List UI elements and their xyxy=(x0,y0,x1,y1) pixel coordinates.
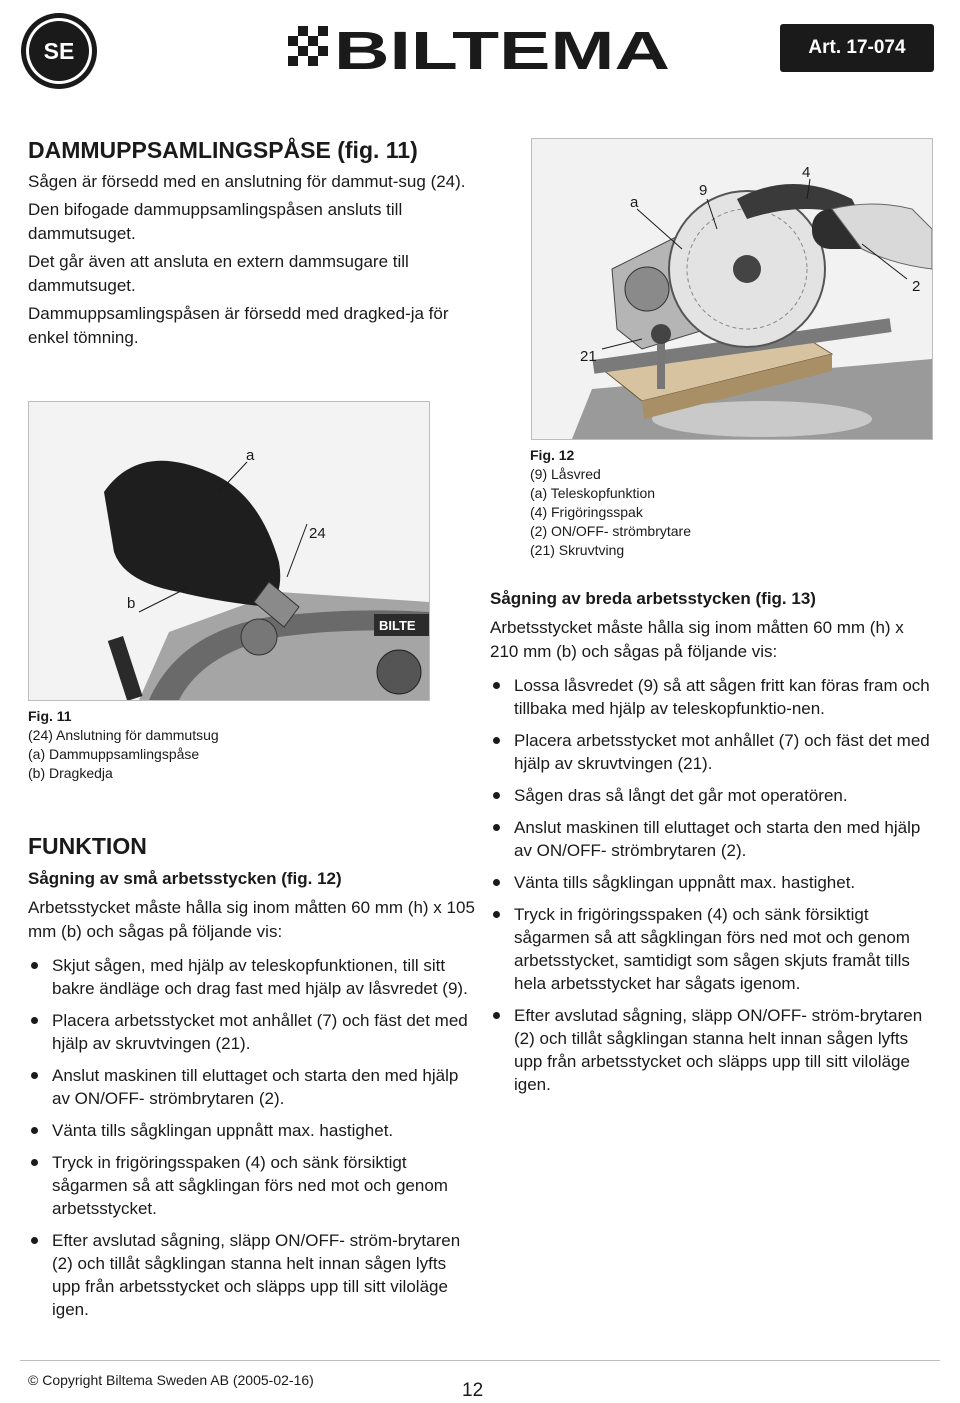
svg-text:BILTE: BILTE xyxy=(379,618,416,633)
fig12-caption xyxy=(530,446,930,560)
caption-title: Fig. 12 xyxy=(530,447,575,463)
intro-paragraph: Arbetsstycket måste hålla sig inom måtten 60 mm (h) x 105 mm (b) och sågas på följande vis: xyxy=(28,898,475,941)
callout-a: a xyxy=(246,447,255,464)
list-item: Efter avslutad sågning, släpp ON/OFF- ström-brytaren (2) och tillåt sågklingan stanna helt innan sågen lyfts upp från arbetsstycket och släpps upp till sitt viloläge igen. xyxy=(28,1229,476,1321)
fig11-caption xyxy=(28,707,428,783)
language-badge: SE xyxy=(26,18,92,84)
list-item: Tryck in frigöringsspaken (4) och sänk försiktigt sågarmen så att sågklingan förs ned mot och genom arbetsstycket. xyxy=(28,1151,476,1220)
dust-bag-section xyxy=(28,136,483,354)
list-item: Placera arbetsstycket mot anhållet (7) och fäst det med hjälp av skruvtvingen (21). xyxy=(490,729,935,775)
caption-line: (9) Låsvred xyxy=(530,466,601,482)
callout-2: 2 xyxy=(912,278,921,295)
list-item: Tryck in frigöringsspaken (4) och sänk försiktigt sågarmen så att sågklingan förs ned mot och genom arbetsstycket, samtidigt som sågen skjuts framåt tills hela arbetsstycket har sågats igenom. xyxy=(490,903,935,995)
fig11-photo xyxy=(28,401,430,701)
caption-line: (2) ON/OFF- strömbrytare xyxy=(530,523,692,539)
paragraph: Dammuppsamlingspåsen är försedd med dragked-ja för enkel tömning. xyxy=(28,304,449,347)
function-section-small xyxy=(28,832,476,1330)
list-item: Vänta tills sågklingan uppnått max. hastighet. xyxy=(490,871,935,894)
fig12-photo xyxy=(531,138,933,440)
page-number: 12 xyxy=(462,1380,484,1401)
callout-4: 4 xyxy=(802,164,811,181)
biltema-logo xyxy=(288,22,672,76)
list-item: Vänta tills sågklingan uppnått max. hastighet. xyxy=(28,1119,476,1142)
step-list xyxy=(28,954,476,1321)
dust-bag-text xyxy=(28,170,483,350)
section-title: DAMMUPPSAMLINGSPÅSE (fig. 11) xyxy=(28,137,418,163)
subsection-title: Sågning av små arbetsstycken (fig. 12) xyxy=(28,869,342,888)
caption-line: (4) Frigöringsspak xyxy=(530,504,643,520)
function-section-wide xyxy=(490,588,935,1105)
caption-line: (b) Dragkedja xyxy=(28,765,113,781)
caption-line: (a) Teleskopfunktion xyxy=(530,485,656,501)
callout-a: a xyxy=(630,194,639,211)
callout-24: 24 xyxy=(309,525,326,542)
list-item: Anslut maskinen till eluttaget och starta den med hjälp av ON/OFF- strömbrytaren (2). xyxy=(490,816,935,862)
paragraph: Det går även att ansluta en extern dammsugare till dammutsuget. xyxy=(28,252,409,295)
caption-line: (a) Dammuppsamlingspåse xyxy=(28,746,200,762)
subsection-title: Sågning av breda arbetsstycken (fig. 13) xyxy=(490,589,816,608)
list-item: Placera arbetsstycket mot anhållet (7) och fäst det med hjälp av skruvtvingen (21). xyxy=(28,1009,476,1055)
checker-pattern xyxy=(288,26,328,66)
step-list xyxy=(490,674,935,1096)
list-item: Efter avslutad sågning, släpp ON/OFF- ström-brytaren (2) och tillåt sågklingan stanna helt innan sågen lyfts upp från arbetsstycket och släpps upp till sitt viloläge igen. xyxy=(490,1004,935,1096)
section-title: FUNKTION xyxy=(28,833,147,859)
article-number: Art. 17-074 xyxy=(780,24,934,72)
list-item: Lossa låsvredet (9) så att sågen fritt kan föras fram och tillbaka med hjälp av teleskopfunktio-nen. xyxy=(490,674,935,720)
list-item: Skjut sågen, med hjälp av teleskopfunktionen, till sitt bakre ändläge och drag fast med hjälp av låsvredet (9). xyxy=(28,954,476,1000)
footer-divider xyxy=(20,1360,940,1361)
caption-line: (21) Skruvtving xyxy=(530,542,625,558)
list-item: Sågen dras så långt det går mot operatören. xyxy=(490,784,935,807)
copyright: © Copyright Biltema Sweden AB (2005-02-16) xyxy=(28,1372,314,1388)
paragraph: Den bifogade dammuppsamlingspåsen ansluts till dammutsuget. xyxy=(28,200,403,243)
callout-21: 21 xyxy=(580,348,597,365)
caption-title: Fig. 11 xyxy=(28,708,72,724)
caption-line: (24) Anslutning för dammutsug xyxy=(28,727,219,743)
paragraph: Sågen är försedd med en anslutning för dammut-sug (24). xyxy=(28,172,466,191)
brand-wordmark: BILTEMA xyxy=(334,22,670,76)
intro-paragraph: Arbetsstycket måste hålla sig inom måtten 60 mm (h) x 210 mm (b) och sågas på följande vis: xyxy=(490,618,904,661)
callout-9: 9 xyxy=(699,182,708,199)
list-item: Anslut maskinen till eluttaget och starta den med hjälp av ON/OFF- strömbrytaren (2). xyxy=(28,1064,476,1110)
callout-b: b xyxy=(127,595,136,612)
